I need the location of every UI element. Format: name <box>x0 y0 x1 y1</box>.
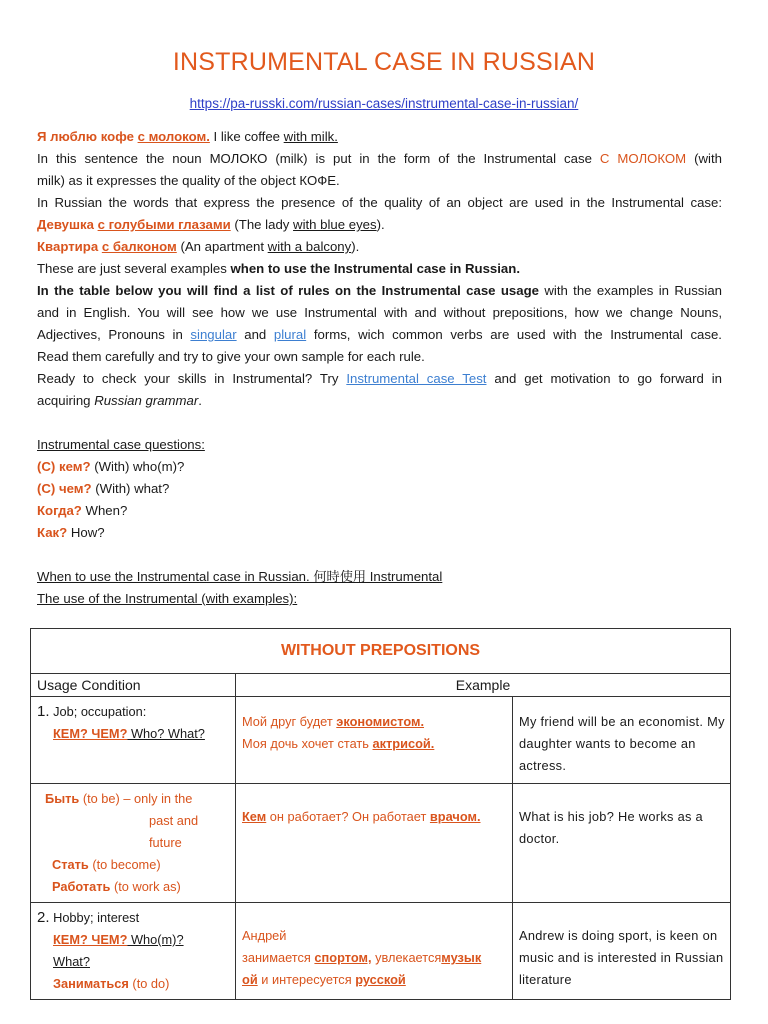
russian-example-cell: Мой друг будет экономистом. Моя дочь хочет стать актрисой. <box>236 697 513 784</box>
question-item: Когда? When? <box>37 503 128 518</box>
russian-example-cell: Андрей занимается спортом, увлекаетсямузык ой и интересуется русской <box>236 903 513 1000</box>
paragraph-line: Ready to check your skills in Instrumental? Try Instrumental case Test and get motivation to go forward in <box>37 371 722 386</box>
usage-condition-cell: 2. Hobby; interest КЕМ? ЧЕМ? Who(m)? What? Заниматься (to do) <box>31 903 236 1000</box>
paragraph-line: In the table below you will find a list of rules on the Instrumental case usage with the examples in Russian <box>37 283 722 298</box>
section-title: WITHOUT PREPOSITIONS <box>31 629 731 674</box>
usage-condition-cell: 1. Job; occupation: КЕМ? ЧЕМ? Who? What? <box>31 697 236 784</box>
english-example-cell: What is his job? He works as a doctor. <box>513 784 731 903</box>
russian-example-cell: Кем он работает? Он работает врачом. <box>236 784 513 903</box>
question-item: (С) кем? (With) who(m)? <box>37 459 185 474</box>
intro-body <box>37 126 722 610</box>
paragraph-line: and in English. You will see how we use Instrumental with and without prepositions, how we change Nouns, <box>37 305 722 320</box>
instrumental-test-link[interactable]: Instrumental case Test <box>346 371 487 386</box>
paragraph-line: acquiring Russian grammar. <box>37 393 202 408</box>
paragraph-line: milk) as it expresses the quality of the object КОФЕ. <box>37 173 340 188</box>
table-row <box>31 784 731 903</box>
plural-link[interactable]: plural <box>273 327 307 342</box>
usage-table <box>30 628 731 1000</box>
paragraph-line: Adjectives, Pronouns in singular and plural forms, wich common verbs are used with the Instrumental case. <box>37 327 722 342</box>
singular-link[interactable]: singular <box>190 327 237 342</box>
column-header-condition: Usage Condition <box>31 674 236 697</box>
table-row <box>31 697 731 784</box>
example-sentence-1: Я люблю кофе с молоком. I like coffee with milk. <box>37 129 338 144</box>
question-item: Как? How? <box>37 525 105 540</box>
page-title: INSTRUMENTAL CASE IN RUSSIAN <box>172 48 596 76</box>
table-row <box>31 903 731 1000</box>
english-example-cell: Andrew is doing sport, is keen on music and is interested in Russian literature <box>513 903 731 1000</box>
use-of-instrumental-line: The use of the Instrumental (with examples): <box>37 591 298 606</box>
source-link[interactable]: https://pa-russki.com/russian-cases/instrumental-case-in-russian/ <box>189 96 579 111</box>
english-example-cell: My friend will be an economist. My daughter wants to become an actress. <box>513 697 731 784</box>
usage-condition-cell: Быть (to be) – only in the past and future Стать (to become) Работать (to work as) <box>31 784 236 903</box>
example-sentence-2: Девушка с голубыми глазами (The lady with blue eyes). <box>37 217 385 232</box>
example-sentence-3: Квартира с балконом (An apartment with a balcony). <box>37 239 360 254</box>
when-to-use-line: When to use the Instrumental case in Russian. 何時使用 Instrumental <box>37 569 443 584</box>
column-header-example: Example <box>236 674 731 697</box>
paragraph-line: Read them carefully and try to give your own sample for each rule. <box>37 349 425 364</box>
question-item: (С) чем? (With) what? <box>37 481 170 496</box>
paragraph-line: In Russian the words that express the presence of the quality of an object are used in the Instrumental case: <box>37 195 722 210</box>
paragraph-line: In this sentence the noun МОЛОКО (milk) is put in the form of the Instrumental case С МОЛОКОМ (with <box>37 151 722 166</box>
paragraph-line: These are just several examples when to use the Instrumental case in Russian. <box>37 261 520 276</box>
questions-heading: Instrumental case questions: <box>37 437 205 452</box>
